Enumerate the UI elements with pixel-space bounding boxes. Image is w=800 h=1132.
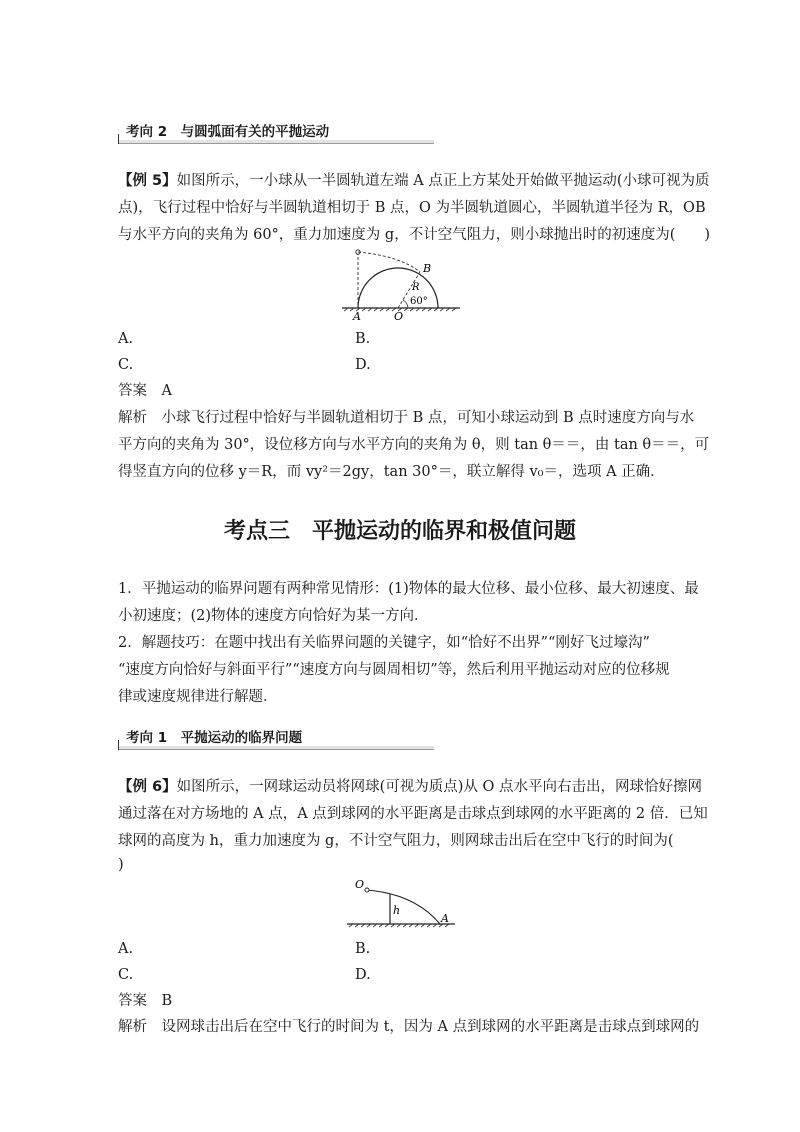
example6-text-1: 如图所示，一网球运动员将网球(可视为质点)从 O 点水平向右击出，网球恰好擦网 [176,779,703,795]
example6-line2: 通过落在对方场地的 A 点，A 点到球网的水平距离是击球点到球网的水平距离的 2 倍．已知 [118,806,708,822]
example5-analysis-line1 [118,405,694,432]
example6-analysis-line1 [118,1014,699,1041]
example6-option-a: A. [118,941,134,957]
example5-analysis-line2: 平方向的夹角为 30°，设位移方向与水平方向的夹角为 θ，则 tan θ＝＝，由 tan θ＝＝，可 [118,437,710,453]
example6-answer [118,988,172,1015]
point1-line2: 小初速度；(2)物体的速度方向恰好为某一方向． [118,608,429,624]
subsection-underline [118,140,434,144]
answer-label: 答案 [118,383,147,399]
answer-value: B [161,993,173,1009]
label-b: B [423,262,432,275]
label-o: O [355,878,365,891]
subsection-tick [118,740,119,750]
subsection-label: 考向 2 与圆弧面有关的平抛运动 [126,124,330,140]
label-angle: 60° [410,296,428,307]
example6-figure [345,876,465,932]
section-title: 考点三 平抛运动的临界和极值问题 [223,519,576,544]
example6-tag: 【例 6】 [118,779,177,795]
analysis-text-1: 设网球击出后在空中飞行的时间为 t，因为 A 点到球网的水平距离是击球点到球网的 [161,1019,700,1035]
example5-option-a: A. [118,331,134,347]
label-a: A [353,310,361,320]
answer-label: 答案 [118,993,147,1009]
point1-line1: 1．平抛运动的临界问题有两种常见情形：(1)物体的最大位移、最小位移、最大初速度、最 [118,581,699,597]
label-r: R [412,282,420,293]
analysis-text-1: 小球飞行过程中恰好与半圆轨道相切于 B 点，可知小球运动到 B 点时速度方向与水 [161,410,695,426]
subsection-header-critical [118,728,434,750]
example6-option-b: B. [355,941,371,957]
example5-figure [340,248,470,320]
example5-tag: 【例 5】 [118,173,177,189]
example5-line2: 点)，飞行过程中恰好与半圆轨道相切于 B 点，O 为半圆轨道圆心，半圆轨道半径为 R，OB [118,200,706,216]
analysis-label: 解析 [118,1019,147,1035]
label-a: A [441,912,449,925]
example6-option-d: D. [355,967,371,983]
subsection-label: 考向 1 平抛运动的临界问题 [126,730,303,746]
point2-line2: “速度方向恰好与斜面平行”“速度方向与圆周相切”等，然后利用平抛运动对应的位移规 [118,662,670,678]
example6-line3: 球网的高度为 h，重力加速度为 g，不计空气阻力，则网球击出后在空中飞行的时间为( [118,833,674,849]
label-o: O [394,310,404,320]
answer-value: A [161,383,172,399]
example5-option-d: D. [355,357,371,373]
example6-option-c: C. [118,967,134,983]
example5-option-b: B. [355,331,371,347]
example5-option-c: C. [118,357,134,373]
point2-line1: 2．解题技巧：在题中找出有关临界问题的关键字，如“恰好不出界”“刚好飞过壕沟” [118,635,650,651]
example6-line1 [118,774,702,801]
example5-analysis-line3: 得竖直方向的位移 y＝R，而 vy²＝2gy，tan 30°＝，联立解得 v₀＝，选项 A 正确． [118,464,665,480]
hit-point [365,888,369,892]
subsection-underline [118,746,434,750]
subsection-header-arc [118,122,434,144]
label-h: h [393,904,401,917]
example5-line3: 与水平方向的夹角为 60°，重力加速度为 g，不计空气阻力，则小球抛出时的初速度为( ) [118,227,711,243]
point2-line3: 律或速度规律进行解题． [118,689,278,705]
analysis-label: 解析 [118,410,147,426]
example5-text-1: 如图所示，一小球从一半圆轨道左端 A 点正上方某处开始做平抛运动(小球可视为质 [176,173,710,189]
example5-line1 [118,168,709,195]
example6-line4: ) [118,857,124,873]
angle-arc [403,300,408,308]
subsection-tick [118,134,119,144]
example5-answer [118,378,172,405]
ball-trajectory [367,890,440,924]
